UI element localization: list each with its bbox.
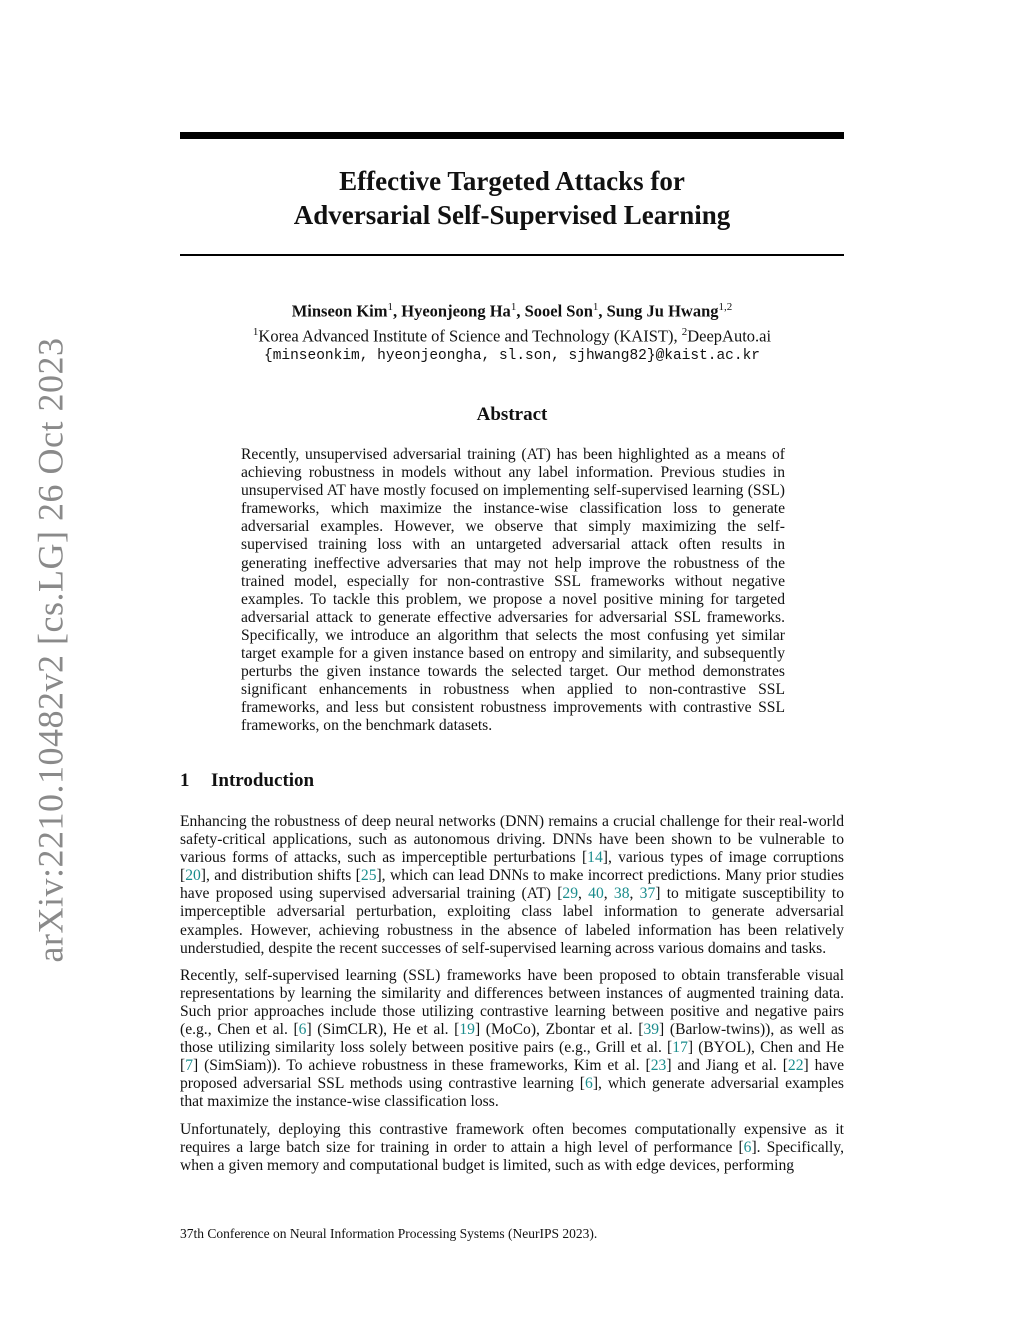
citation-link[interactable]: 29 [562,885,579,903]
arxiv-id: arXiv:2210.10482v2 [cs.LG] 26 Oct 2023 [30,337,70,963]
citation-link[interactable]: 40 [588,885,604,903]
author-affil: 1 [387,301,394,313]
citation-link[interactable]: 25 [360,867,377,885]
title-line-1: Effective Targeted Attacks for [339,166,685,196]
paper-title [180,164,844,232]
citation-link[interactable]: 37 [639,885,656,903]
arxiv-stamp [20,337,80,963]
citation-link[interactable]: 7 [185,1057,193,1075]
paragraph: Unfortunately, deploying this contrastive framework often becomes computationally expensive as it requires a large batch size for training in order to attain a high level of performance [6]. Specifically, when a given memory and computational budget is limited, such as with edge devices, performing [180,1120,844,1174]
abstract-text: Recently, unsupervised adversarial training (AT) has been highlighted as a means of achieving robustness in models without any label information. Previous studies in unsupervised AT have mostly focused on implementing self-supervised learning (SSL) frameworks, which maximize the instance-wise classification loss to generate adversarial examples. However, we observe that simply maximizing the self-supervised training loss with an untargeted adversarial attack often results in generating ineffective adversaries that may not help improve the robustness of the trained model, especially for non-contrastive SSL frameworks without negative examples. To tackle this problem, we propose a novel positive mining for targeted adversarial attack to generate effective adversaries for adversarial SSL frameworks. Specifically, we introduce an algorithm that selects the most confusing yet similar target example for a given instance based on entropy and similarity, and subsequently perturbs the given instance towards the selected target. Our method demonstrates significant enhancements in robustness when applied to non-contrastive SSL frameworks, and less but consistent robustness improvements with contrastive SSL frameworks, on the benchmark datasets. [241,446,785,735]
author-block [180,297,844,367]
author-affil: 1,2 [718,301,733,313]
abstract-heading: Abstract [476,404,548,425]
affil-marker: 2 [681,325,688,338]
citation-link[interactable]: 23 [650,1057,667,1075]
citation-link[interactable]: 39 [643,1021,660,1039]
author-affil: 1 [510,301,517,313]
author-name: Minseon Kim [291,301,388,321]
paragraph: Recently, self-supervised learning (SSL) frameworks have been proposed to obtain transferable visual representations by learning the similarity and differences between instances of augmented training data. Such prior approaches include those utilizing contrastive learning between positive and negative pairs (e.g., Chen et al. [6] (SimCLR), He et al. [19] (MoCo), Zbontar et al. [39] (Barlow-twins)), as well as those utilizing similarity loss solely between positive pairs (e.g., Grill et al. [17] (BYOL), Chen and He [7] (SimSiam)). To achieve robustness in these frameworks, Kim et al. [23] and Jiang et al. [22] have proposed adversarial SSL methods using contrastive learning [6], which generate adversarial examples that maximize the instance-wise classification loss. [180,966,845,1111]
author-affil: 1 [592,301,599,313]
affil-marker: 1 [252,325,259,338]
citation-link[interactable]: 19 [459,1021,475,1039]
affiliations [180,322,844,347]
citation-link[interactable]: 6 [298,1021,307,1039]
citation-link[interactable]: 6 [585,1075,593,1093]
paragraph: Enhancing the robustness of deep neural networks (DNN) remains a crucial challenge for their real-world safety-critical applications, such as autonomous driving. DNNs have been shown to be vulnerable to various forms of attacks, such as imperceptible perturbations [14], various types of image corruptions [20], and distribution shifts [25], which can lead DNNs to make incorrect predictions. Many prior studies have proposed using supervised adversarial training (AT) [29, 40, 38, 37] to mitigate susceptibility to imperceptible adversarial perturbation, exploiting class label information to generate adversarial examples. However, achieving robustness in the absence of labeled information has been relatively understudied, despite the recent successes of self-supervised learning across various domains and tasks. [180,813,844,957]
citation-link[interactable]: 22 [787,1057,804,1075]
author-name: Hyeonjeong Ha [401,301,511,321]
author-emails: {minseonkim, hyeonjeongha, sl.son, sjhwang82}@kaist.ac.kr [264,348,760,364]
citation-link[interactable]: 6 [743,1138,752,1156]
citation-link[interactable]: 17 [672,1039,688,1057]
section-number: 1 [180,770,190,791]
conference-footnote: 37th Conference on Neural Information Processing Systems (NeurIPS 2023). [180,1226,598,1241]
intro-body [180,813,844,1184]
title-top-rule [180,132,844,139]
citation-link[interactable]: 14 [587,849,603,867]
title-line-2: Adversarial Self-Supervised Learning [293,200,731,230]
author-names: Minseon Kim$^1$, Hyeonjeong Ha$^1$, Sooel Son$^1$, Sung Ju Hwang$^{1,2}$ [291,301,733,321]
affil-deepauto: DeepAuto.ai [687,326,772,345]
citation-link[interactable]: 38 [613,885,630,903]
author-name: Sooel Son [524,301,593,321]
title-bottom-rule [180,254,844,256]
section-heading [180,770,314,792]
affil-kaist: Korea Advanced Institute of Science and Technology (KAIST), [258,326,682,345]
author-name: Sung Ju Hwang [606,301,719,321]
citation-link[interactable]: 20 [185,867,201,885]
section-title: Introduction [211,770,315,791]
